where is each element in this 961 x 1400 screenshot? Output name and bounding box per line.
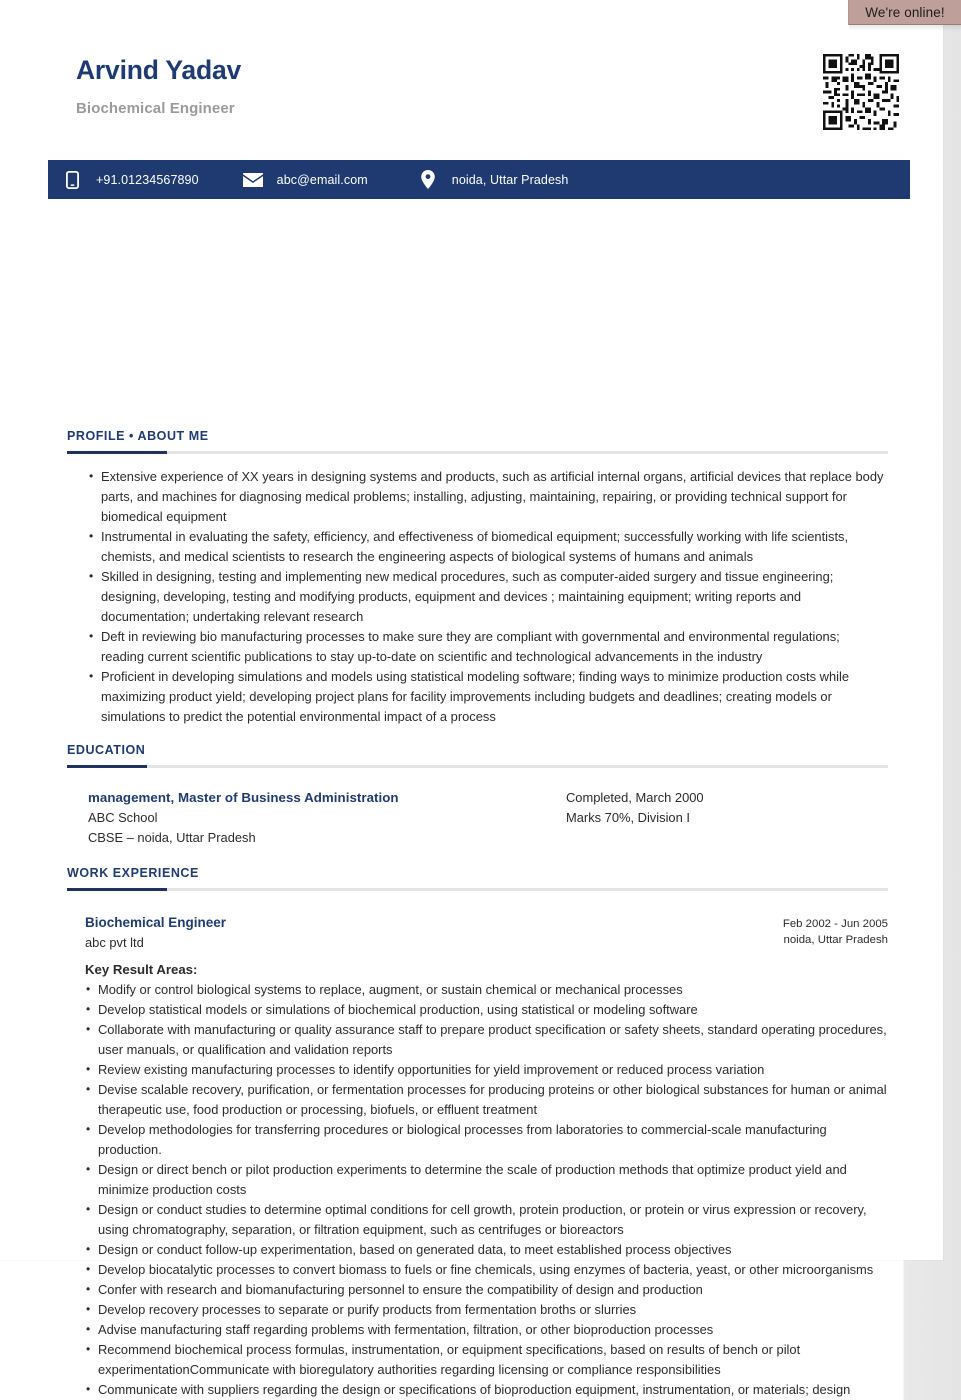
list-item: • Develop recovery processes to separate or purify products from fermentation broths or slurries [85, 1300, 888, 1320]
list-item: • Develop statistical models or simulations of biochemical production, using statistical or modeling software [85, 1000, 888, 1020]
education-status: Completed, March 2000 [566, 790, 704, 805]
list-item: • Design or direct bench or pilot production experiments to determine the scale of production methods that optimize product yield and minimize production costs [85, 1160, 888, 1200]
list-item: • Proficient in developing simulations and models using statistical modeling software; finding ways to minimize production costs while maximizing product yield; developing project plans for facility improvements including budgets and deadlines; creating models or simulations to predict the potential environmental impact of a process [88, 667, 885, 727]
list-item: • Develop methodologies for transferring procedures or biological processes from laboratories to commercial-scale manufacturing production. [85, 1120, 888, 1160]
chat-online-badge[interactable]: We're online! [848, 0, 961, 25]
list-item: • Confer with research and biomanufacturing personnel to ensure the compatibility of design and production [85, 1280, 888, 1300]
profile-body [0, 454, 943, 727]
list-item: • Design or conduct studies to determine optimal conditions for cell growth, protein production, or protein or virus expression or recovery, using chromatography, separation, or filtration equipment, such as centrifuges or bioreactors [85, 1200, 888, 1240]
contact-location[interactable] [418, 160, 569, 199]
section-title-education: EDUCATION [67, 743, 146, 757]
work-location: noida, Uttar Pradesh [783, 934, 888, 946]
contact-phone[interactable] [62, 160, 199, 199]
list-item: • Modify or control biological systems to replace, augment, or sustain chemical or mechanical processes [85, 980, 888, 1000]
work-entry-left [85, 913, 783, 953]
contact-email[interactable] [243, 160, 368, 199]
qr-code [820, 51, 902, 133]
profile-bullet-list [88, 467, 885, 727]
key-result-areas-label: Key Result Areas: [85, 962, 198, 977]
work-role: Biochemical Engineer [85, 915, 227, 930]
list-item: • Devise scalable recovery, purification, or fermentation processes for producing proteins or other biological substances for human or animal therapeutic use, food production or processing, biofuels, or effluent treatment [85, 1080, 888, 1120]
phone-icon [62, 170, 82, 190]
location-text: noida, Uttar Pradesh [451, 172, 569, 187]
work-bullet-list [85, 980, 888, 1400]
email-text: abc@email.com [276, 172, 368, 187]
work-section-head [0, 866, 943, 891]
list-item: • Review existing manufacturing processes to identify opportunities for yield improvement or reduced process variation [85, 1060, 888, 1080]
page-title: Arvind Yadav [76, 55, 242, 85]
list-item: • Design or conduct follow-up experimentation, based on generated data, to meet established process objectives [85, 1240, 888, 1260]
section-education [0, 743, 943, 848]
education-entry-left [88, 788, 566, 848]
map-pin-icon [418, 170, 438, 190]
education-degree: management, Master of Business Administration [88, 790, 399, 805]
education-school: ABC School [88, 810, 158, 825]
envelope-icon [243, 170, 263, 190]
section-work-experience [0, 866, 943, 1400]
section-title-profile: PROFILE • ABOUT ME [67, 429, 209, 443]
list-item: • Extensive experience of XX years in designing systems and products, such as artificial internal organs, artificial devices that replace body parts, and machines for diagnosing medical problems; installing, adjusting, maintaining, repairing, or providing technical support for biomedical equipment [88, 467, 885, 527]
education-entry-right [566, 788, 888, 848]
document-header [0, 0, 943, 160]
list-item: • Skilled in designing, testing and implementing new medical procedures, such as computer-aided surgery and tissue engineering; designing, developing, testing and modifying products, equipment and devices ; maintaining equipment; writing reports and documentation; undertaking relevant research [88, 567, 885, 627]
education-section-head [0, 743, 943, 768]
work-entry [0, 891, 943, 1400]
list-item: • Instrumental in evaluating the safety, efficiency, and effectiveness of biomedical equipment; successfully working with life scientists, chemists, and medical scientists to research the engineering aspects of biological systems of humans and animals [88, 527, 885, 567]
header-job-title: Biochemical Engineer [76, 100, 235, 117]
section-divider [67, 451, 888, 454]
work-company: abc pvt ltd [85, 935, 144, 950]
contact-bar [48, 160, 910, 199]
section-profile [0, 429, 943, 727]
education-marks: Marks 70%, Division I [566, 810, 690, 825]
work-dates: Feb 2002 - Jun 2005 [782, 918, 888, 930]
list-item: • Develop biocatalytic processes to convert biomass to fuels or fine chemicals, using enzymes of bacteria, yeast, or other microorganisms [85, 1260, 888, 1280]
list-item: • Communicate with suppliers regarding the design or specifications of bioproduction equipment, instrumentation, or materials; design [85, 1380, 888, 1400]
education-entry [0, 768, 943, 848]
work-entry-header [85, 913, 888, 953]
work-entry-right [783, 913, 888, 948]
list-item: • Recommend biochemical process formulas, instrumentation, or equipment specifications, based on results of bench or pilot experimentationCommunicate with bioregulatory authorities regarding licensing or compliance responsibilities [85, 1340, 888, 1380]
list-item: • Deft in reviewing bio manufacturing processes to make sure they are compliant with governmental and environmental regulations; reading current scientific publications to stay up-to-date on scientific and technological advancements in the industry [88, 627, 885, 667]
profile-section-head [0, 429, 943, 454]
list-item: • Advise manufacturing staff regarding problems with fermentation, filtration, or other bioproduction processes [85, 1320, 888, 1340]
list-item: • Collaborate with manufacturing or quality assurance staff to prepare product specification or safety sheets, standard operating procedures, user manuals, or qualification and validation reports [85, 1020, 888, 1060]
education-board-location: CBSE – noida, Uttar Pradesh [88, 830, 256, 845]
section-title-work-experience: WORK EXPERIENCE [67, 866, 199, 880]
phone-text: +91.01234567890 [96, 172, 199, 187]
